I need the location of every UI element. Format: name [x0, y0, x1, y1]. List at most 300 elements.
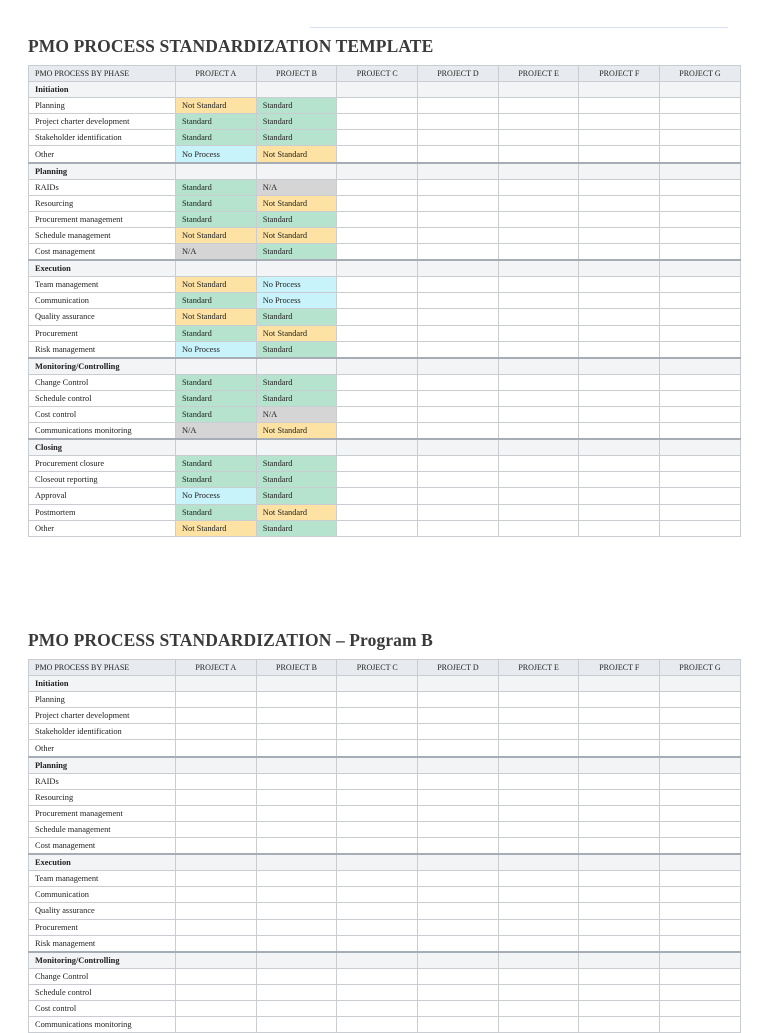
status-cell[interactable]: [256, 838, 337, 855]
status-cell[interactable]: [337, 130, 418, 146]
status-cell[interactable]: [256, 692, 337, 708]
status-cell[interactable]: [579, 520, 660, 536]
status-cell[interactable]: [660, 456, 741, 472]
status-cell[interactable]: [660, 789, 741, 805]
status-cell[interactable]: [660, 919, 741, 935]
status-cell[interactable]: Standard: [256, 130, 337, 146]
process-label: Risk management: [29, 341, 176, 358]
status-cell[interactable]: [579, 277, 660, 293]
status-cell[interactable]: [660, 277, 741, 293]
status-cell[interactable]: Not Standard: [256, 195, 337, 211]
status-cell[interactable]: [418, 724, 499, 740]
status-cell[interactable]: [579, 456, 660, 472]
status-cell[interactable]: Not Standard: [256, 423, 337, 440]
status-cell[interactable]: [337, 821, 418, 837]
status-cell[interactable]: [498, 838, 579, 855]
status-cell[interactable]: Not Standard: [256, 146, 337, 163]
status-cell[interactable]: [498, 903, 579, 919]
status-cell[interactable]: [579, 309, 660, 325]
status-cell[interactable]: [176, 821, 257, 837]
status-cell[interactable]: [418, 195, 499, 211]
status-cell[interactable]: [418, 740, 499, 757]
status-cell[interactable]: [418, 789, 499, 805]
status-cell[interactable]: [337, 692, 418, 708]
status-cell[interactable]: [498, 789, 579, 805]
status-cell[interactable]: N/A: [256, 406, 337, 422]
status-cell[interactable]: [418, 488, 499, 504]
status-cell[interactable]: [660, 227, 741, 243]
status-cell[interactable]: [579, 935, 660, 952]
status-cell[interactable]: [418, 805, 499, 821]
status-cell[interactable]: [337, 374, 418, 390]
status-cell[interactable]: [498, 244, 579, 261]
status-cell[interactable]: [498, 1000, 579, 1016]
status-cell[interactable]: [418, 293, 499, 309]
status-cell[interactable]: [579, 472, 660, 488]
status-cell[interactable]: Standard: [176, 390, 257, 406]
status-cell[interactable]: [660, 821, 741, 837]
status-cell[interactable]: [498, 472, 579, 488]
status-cell[interactable]: [256, 887, 337, 903]
status-cell[interactable]: [579, 903, 660, 919]
status-cell[interactable]: [418, 1017, 499, 1033]
status-cell[interactable]: Standard: [256, 520, 337, 536]
status-cell[interactable]: Standard: [176, 406, 257, 422]
status-cell[interactable]: N/A: [176, 244, 257, 261]
status-cell[interactable]: [498, 341, 579, 358]
status-cell[interactable]: [418, 227, 499, 243]
status-cell[interactable]: [660, 244, 741, 261]
status-cell[interactable]: [337, 456, 418, 472]
status-cell[interactable]: [579, 390, 660, 406]
status-cell[interactable]: [498, 984, 579, 1000]
status-cell[interactable]: [418, 277, 499, 293]
status-cell[interactable]: [660, 423, 741, 440]
phase-cell: [256, 358, 337, 375]
status-cell[interactable]: [418, 179, 499, 195]
status-cell[interactable]: [498, 488, 579, 504]
status-cell[interactable]: [337, 935, 418, 952]
status-cell[interactable]: [498, 325, 579, 341]
status-cell[interactable]: [337, 423, 418, 440]
status-cell[interactable]: [337, 488, 418, 504]
status-cell[interactable]: Standard: [176, 472, 257, 488]
status-cell[interactable]: [418, 325, 499, 341]
status-cell[interactable]: [337, 773, 418, 789]
status-cell[interactable]: [660, 325, 741, 341]
status-cell[interactable]: [418, 968, 499, 984]
status-cell[interactable]: [579, 130, 660, 146]
status-cell[interactable]: [498, 195, 579, 211]
status-cell[interactable]: [579, 195, 660, 211]
status-cell[interactable]: [660, 179, 741, 195]
status-cell[interactable]: [579, 740, 660, 757]
status-cell[interactable]: [418, 903, 499, 919]
status-cell[interactable]: [498, 374, 579, 390]
status-cell[interactable]: [579, 968, 660, 984]
status-cell[interactable]: [176, 724, 257, 740]
status-cell[interactable]: [660, 935, 741, 952]
status-cell[interactable]: [337, 789, 418, 805]
status-cell[interactable]: [660, 1000, 741, 1016]
status-cell[interactable]: [337, 211, 418, 227]
status-cell[interactable]: Standard: [256, 390, 337, 406]
status-cell[interactable]: No Process: [176, 488, 257, 504]
status-cell[interactable]: [498, 130, 579, 146]
status-cell[interactable]: [418, 773, 499, 789]
status-cell[interactable]: [337, 146, 418, 163]
status-cell[interactable]: [256, 919, 337, 935]
status-cell[interactable]: Standard: [176, 293, 257, 309]
status-cell[interactable]: [579, 227, 660, 243]
status-cell[interactable]: [660, 406, 741, 422]
status-cell[interactable]: [337, 504, 418, 520]
status-cell[interactable]: [498, 1017, 579, 1033]
status-cell[interactable]: [579, 871, 660, 887]
status-cell[interactable]: [337, 341, 418, 358]
status-cell[interactable]: Not Standard: [256, 504, 337, 520]
status-cell[interactable]: [256, 984, 337, 1000]
status-cell[interactable]: [418, 390, 499, 406]
status-cell[interactable]: [256, 821, 337, 837]
status-cell[interactable]: [337, 179, 418, 195]
status-cell[interactable]: [256, 708, 337, 724]
status-cell[interactable]: Standard: [176, 456, 257, 472]
status-cell[interactable]: Standard: [256, 98, 337, 114]
status-cell[interactable]: [337, 1017, 418, 1033]
status-cell[interactable]: [579, 211, 660, 227]
status-cell[interactable]: No Process: [256, 293, 337, 309]
status-cell[interactable]: [498, 211, 579, 227]
status-cell[interactable]: [498, 520, 579, 536]
status-cell[interactable]: [660, 390, 741, 406]
status-cell[interactable]: [579, 773, 660, 789]
status-cell[interactable]: N/A: [256, 179, 337, 195]
status-cell[interactable]: [660, 708, 741, 724]
status-cell[interactable]: [176, 871, 257, 887]
table-body: [29, 676, 741, 1033]
status-cell[interactable]: [660, 1017, 741, 1033]
status-cell[interactable]: No Process: [256, 277, 337, 293]
status-cell[interactable]: [579, 984, 660, 1000]
status-cell[interactable]: Not Standard: [176, 520, 257, 536]
status-cell[interactable]: [660, 520, 741, 536]
status-cell[interactable]: [498, 724, 579, 740]
status-cell[interactable]: [579, 341, 660, 358]
status-cell[interactable]: [579, 887, 660, 903]
status-cell[interactable]: Standard: [176, 195, 257, 211]
status-cell[interactable]: [337, 708, 418, 724]
status-cell[interactable]: [579, 504, 660, 520]
status-cell[interactable]: [337, 406, 418, 422]
status-cell[interactable]: [337, 903, 418, 919]
status-cell[interactable]: [660, 488, 741, 504]
status-cell[interactable]: [660, 903, 741, 919]
status-cell[interactable]: [176, 1000, 257, 1016]
phase-cell: [418, 676, 499, 692]
status-cell[interactable]: [498, 805, 579, 821]
status-cell[interactable]: [579, 374, 660, 390]
status-cell[interactable]: [579, 488, 660, 504]
status-cell[interactable]: [660, 871, 741, 887]
status-cell[interactable]: [256, 773, 337, 789]
status-cell[interactable]: [418, 504, 499, 520]
status-cell[interactable]: Standard: [256, 309, 337, 325]
status-cell[interactable]: [498, 309, 579, 325]
status-cell[interactable]: [418, 692, 499, 708]
status-cell[interactable]: [498, 871, 579, 887]
status-cell[interactable]: [660, 341, 741, 358]
status-cell[interactable]: [579, 244, 660, 261]
status-cell[interactable]: [660, 98, 741, 114]
status-cell[interactable]: [418, 130, 499, 146]
status-cell[interactable]: [498, 773, 579, 789]
status-cell[interactable]: [418, 472, 499, 488]
status-cell[interactable]: [418, 887, 499, 903]
status-cell[interactable]: [337, 1000, 418, 1016]
status-cell[interactable]: [579, 805, 660, 821]
status-cell[interactable]: [498, 504, 579, 520]
status-cell[interactable]: [498, 98, 579, 114]
status-cell[interactable]: [660, 374, 741, 390]
status-cell[interactable]: [498, 919, 579, 935]
status-cell[interactable]: [418, 708, 499, 724]
status-cell[interactable]: [579, 708, 660, 724]
status-cell[interactable]: No Process: [176, 146, 257, 163]
status-cell[interactable]: [256, 740, 337, 757]
status-cell[interactable]: [579, 423, 660, 440]
status-cell[interactable]: [418, 374, 499, 390]
status-cell[interactable]: [418, 114, 499, 130]
status-cell[interactable]: [176, 903, 257, 919]
status-cell[interactable]: [418, 935, 499, 952]
status-cell[interactable]: Standard: [176, 325, 257, 341]
status-cell[interactable]: [337, 984, 418, 1000]
status-cell[interactable]: [660, 146, 741, 163]
status-cell[interactable]: [579, 293, 660, 309]
status-cell[interactable]: [176, 789, 257, 805]
status-cell[interactable]: [579, 179, 660, 195]
status-cell[interactable]: [498, 406, 579, 422]
status-cell[interactable]: [418, 341, 499, 358]
status-cell[interactable]: [660, 130, 741, 146]
phase-cell: [498, 358, 579, 375]
status-cell[interactable]: [337, 919, 418, 935]
status-cell[interactable]: [579, 406, 660, 422]
status-cell[interactable]: Standard: [256, 114, 337, 130]
status-cell[interactable]: Not Standard: [176, 277, 257, 293]
status-cell[interactable]: [579, 146, 660, 163]
status-cell[interactable]: [337, 472, 418, 488]
status-cell[interactable]: [337, 805, 418, 821]
status-cell[interactable]: [498, 423, 579, 440]
status-cell[interactable]: Not Standard: [176, 227, 257, 243]
status-cell[interactable]: Standard: [256, 456, 337, 472]
status-cell[interactable]: [660, 984, 741, 1000]
status-cell[interactable]: [337, 724, 418, 740]
column-header-phase: PMO PROCESS BY PHASE: [29, 66, 176, 82]
process-label: Risk management: [29, 935, 176, 952]
status-cell[interactable]: [256, 871, 337, 887]
status-cell[interactable]: [498, 179, 579, 195]
status-cell[interactable]: [176, 919, 257, 935]
status-cell[interactable]: [660, 211, 741, 227]
status-cell[interactable]: [418, 821, 499, 837]
status-cell[interactable]: [579, 789, 660, 805]
status-cell[interactable]: [337, 390, 418, 406]
status-cell[interactable]: [498, 277, 579, 293]
status-cell[interactable]: [256, 724, 337, 740]
status-cell[interactable]: [256, 789, 337, 805]
status-cell[interactable]: [256, 968, 337, 984]
status-cell[interactable]: [176, 984, 257, 1000]
status-cell[interactable]: Standard: [176, 179, 257, 195]
status-cell[interactable]: Standard: [176, 130, 257, 146]
status-cell[interactable]: [660, 773, 741, 789]
status-cell[interactable]: Standard: [256, 488, 337, 504]
status-cell[interactable]: [418, 984, 499, 1000]
status-cell[interactable]: [256, 1017, 337, 1033]
status-cell[interactable]: [579, 98, 660, 114]
status-cell[interactable]: [418, 456, 499, 472]
status-cell[interactable]: [660, 887, 741, 903]
status-cell[interactable]: [176, 805, 257, 821]
status-cell[interactable]: [176, 838, 257, 855]
status-cell[interactable]: [176, 692, 257, 708]
status-cell[interactable]: N/A: [176, 423, 257, 440]
status-cell[interactable]: [660, 195, 741, 211]
status-cell[interactable]: [579, 114, 660, 130]
status-cell[interactable]: [337, 244, 418, 261]
status-cell[interactable]: [337, 195, 418, 211]
status-cell[interactable]: [418, 838, 499, 855]
status-cell[interactable]: [337, 520, 418, 536]
process-label: Other: [29, 146, 176, 163]
status-cell[interactable]: Standard: [256, 244, 337, 261]
status-cell[interactable]: [337, 968, 418, 984]
status-cell[interactable]: [498, 692, 579, 708]
status-cell[interactable]: [418, 1000, 499, 1016]
status-cell[interactable]: Standard: [176, 211, 257, 227]
status-cell[interactable]: [660, 293, 741, 309]
status-cell[interactable]: [176, 968, 257, 984]
status-cell[interactable]: [660, 968, 741, 984]
status-cell[interactable]: [418, 146, 499, 163]
status-cell[interactable]: [337, 114, 418, 130]
status-cell[interactable]: Not Standard: [176, 98, 257, 114]
status-cell[interactable]: [418, 211, 499, 227]
status-cell[interactable]: [660, 724, 741, 740]
status-cell[interactable]: [579, 838, 660, 855]
status-cell[interactable]: [337, 277, 418, 293]
status-cell[interactable]: Standard: [176, 114, 257, 130]
status-cell[interactable]: Not Standard: [256, 325, 337, 341]
process-label: Postmortem: [29, 504, 176, 520]
status-cell[interactable]: Not Standard: [176, 309, 257, 325]
status-cell[interactable]: [337, 887, 418, 903]
status-cell[interactable]: [579, 919, 660, 935]
status-cell[interactable]: [337, 871, 418, 887]
status-cell[interactable]: [660, 805, 741, 821]
status-cell[interactable]: [256, 935, 337, 952]
status-cell[interactable]: [498, 146, 579, 163]
status-cell[interactable]: Standard: [256, 472, 337, 488]
status-cell[interactable]: [418, 98, 499, 114]
status-cell[interactable]: [498, 740, 579, 757]
status-cell[interactable]: [337, 293, 418, 309]
status-cell[interactable]: [176, 740, 257, 757]
status-cell[interactable]: [498, 935, 579, 952]
status-cell[interactable]: [176, 773, 257, 789]
column-header-project: PROJECT B: [256, 66, 337, 82]
status-cell[interactable]: [256, 1000, 337, 1016]
status-cell[interactable]: [498, 293, 579, 309]
status-cell[interactable]: [498, 821, 579, 837]
status-cell[interactable]: [579, 724, 660, 740]
status-cell[interactable]: [256, 805, 337, 821]
status-cell[interactable]: [498, 114, 579, 130]
status-cell[interactable]: [660, 692, 741, 708]
status-cell[interactable]: [660, 472, 741, 488]
status-cell[interactable]: Standard: [256, 341, 337, 358]
status-cell[interactable]: [176, 935, 257, 952]
status-cell[interactable]: [498, 390, 579, 406]
status-cell[interactable]: Standard: [176, 374, 257, 390]
status-cell[interactable]: [498, 887, 579, 903]
status-cell[interactable]: [418, 423, 499, 440]
status-cell[interactable]: [176, 1017, 257, 1033]
status-cell[interactable]: [498, 456, 579, 472]
status-cell[interactable]: [256, 903, 337, 919]
status-cell[interactable]: [337, 98, 418, 114]
phase-cell: [256, 952, 337, 969]
status-cell[interactable]: [579, 325, 660, 341]
phase-cell: [256, 163, 337, 180]
status-cell[interactable]: [498, 227, 579, 243]
status-cell[interactable]: [579, 1017, 660, 1033]
status-cell[interactable]: Not Standard: [256, 227, 337, 243]
status-cell[interactable]: [418, 871, 499, 887]
status-cell[interactable]: [418, 406, 499, 422]
status-cell[interactable]: [337, 227, 418, 243]
table-row: [29, 887, 741, 903]
status-cell[interactable]: [418, 244, 499, 261]
status-cell[interactable]: [337, 838, 418, 855]
status-cell[interactable]: Standard: [256, 374, 337, 390]
status-cell[interactable]: [418, 919, 499, 935]
status-cell[interactable]: Standard: [176, 504, 257, 520]
status-cell[interactable]: [418, 520, 499, 536]
status-cell[interactable]: Standard: [256, 211, 337, 227]
status-cell[interactable]: [660, 114, 741, 130]
status-cell[interactable]: [337, 740, 418, 757]
status-cell[interactable]: [579, 821, 660, 837]
status-cell[interactable]: [176, 887, 257, 903]
status-cell[interactable]: No Process: [176, 341, 257, 358]
status-cell[interactable]: [176, 708, 257, 724]
status-cell[interactable]: [337, 309, 418, 325]
status-cell[interactable]: [498, 968, 579, 984]
status-cell[interactable]: [579, 692, 660, 708]
status-cell[interactable]: [337, 325, 418, 341]
status-cell[interactable]: [660, 740, 741, 757]
status-cell[interactable]: [418, 309, 499, 325]
status-cell[interactable]: [660, 309, 741, 325]
status-cell[interactable]: [579, 1000, 660, 1016]
status-cell[interactable]: [660, 504, 741, 520]
status-cell[interactable]: [660, 838, 741, 855]
status-cell[interactable]: [498, 708, 579, 724]
